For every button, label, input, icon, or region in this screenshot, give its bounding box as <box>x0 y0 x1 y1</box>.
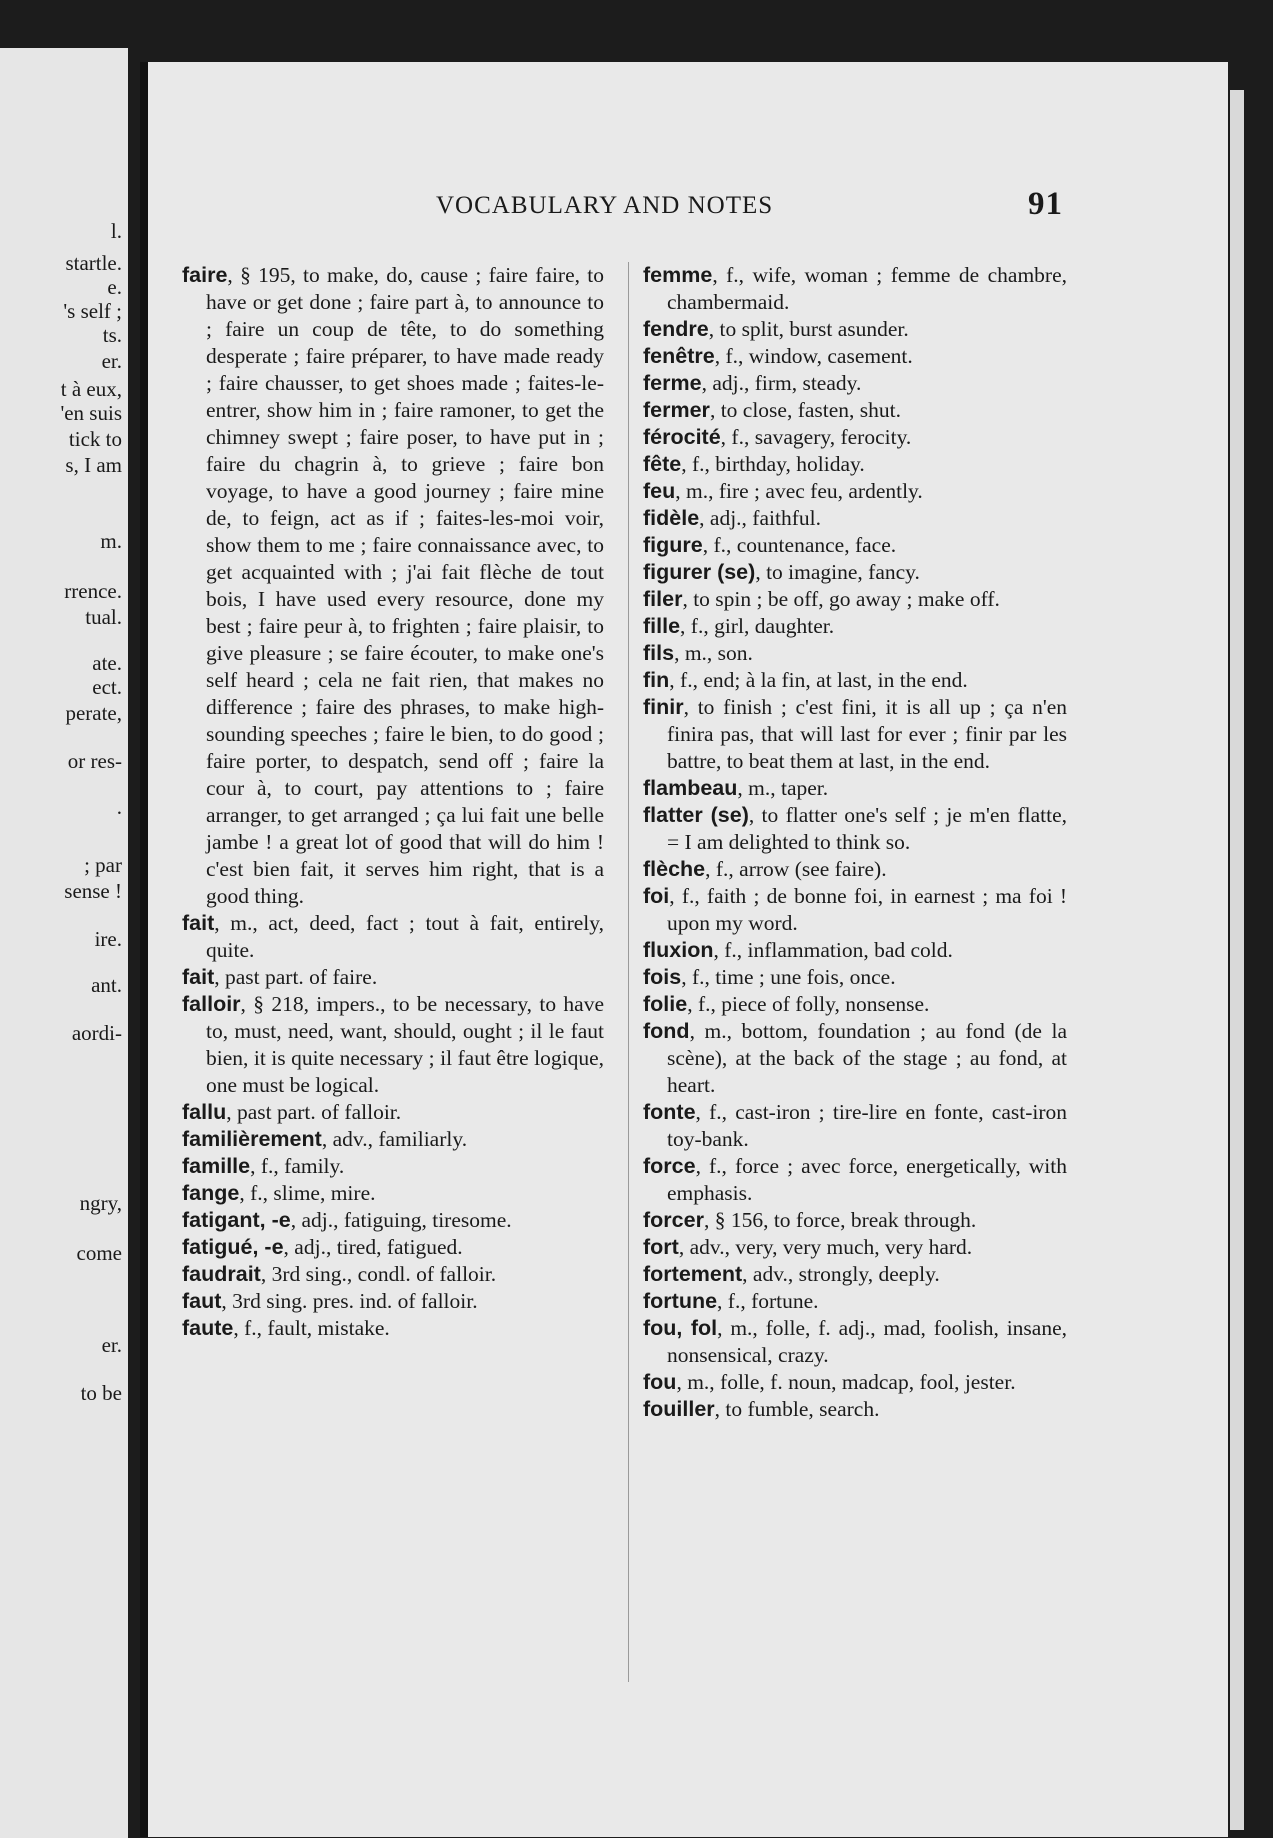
definition: , f., end; à la fin, at last, in the end. <box>669 668 968 692</box>
sliver-line: rrence. <box>64 579 122 603</box>
definition: , adv., very, very much, very hard. <box>678 1235 973 1259</box>
definition: , 3rd sing., condl. of falloir. <box>260 1262 497 1286</box>
definition: , f., savagery, ferocity. <box>720 425 912 449</box>
dictionary-entry <box>643 424 1067 451</box>
sliver-line: tick to <box>68 427 122 451</box>
dictionary-entry <box>643 451 1067 478</box>
dictionary-entry <box>643 1396 1067 1423</box>
definition: , f., slime, mire. <box>239 1181 376 1205</box>
definition: , to fumble, search. <box>714 1397 880 1421</box>
definition: , to finish ; c'est fini, it is all up ; ça n'en finira pas, that will last for ever ; finir par les battre, to beat them at last, in the end. <box>667 695 1067 773</box>
definition: , f., window, casement. <box>714 344 913 368</box>
definition: , § 195, to make, do, cause ; faire faire, to have or get done ; faire part à, to announce to ; faire un coup de tête, to do something desperate ; faire préparer, to have made ready ; faire chausser, to get shoes made ; faites-le-entrer, show him in ; faire ramoner, to get the chimney swept ; faire poser, to have put in ; faire du chagrin à, to grieve ; faire bon voyage, to have a good journey ; faire mine de, to feign, act as if ; faites-les-moi voir, show them to me ; faire connaissance avec, to get acquainted with ; j'ai fait flèche de tout bois, I have used every resource, done my best ; faire peur à, to frighten ; faire plaisir, to give pleasure ; se faire écouter, to make one's self heard ; cela ne fait rien, that makes no difference ; faire des phrases, to make high-sounding speeches ; faire le bien, to do good ; faire porter, to despatch, send off ; faire la cour à, to court, pay attentions to ; faire arranger, to get arranged ; ça lui fait une belle jambe ! a great lot of good that will do him ! c'est bien fait, it serves him right, that is a good thing. <box>206 263 604 908</box>
headword: fendre <box>643 317 709 341</box>
dictionary-entry <box>182 1153 604 1180</box>
definition: , m., folle, f. noun, madcap, fool, jester. <box>676 1370 1016 1394</box>
definition: , f., arrow (see faire). <box>705 857 887 881</box>
headword: folie <box>643 992 688 1016</box>
sliver-line: ire. <box>94 927 122 951</box>
sliver-line: ; par <box>84 853 122 877</box>
sliver-line: tual. <box>85 605 122 629</box>
headword: fond <box>643 1019 690 1043</box>
dictionary-entry <box>182 1315 604 1342</box>
sliver-line: . <box>116 795 122 819</box>
dictionary-entry <box>643 991 1067 1018</box>
headword: fait <box>182 911 215 935</box>
definition: , f., cast-iron ; tire-lire en fonte, cast-iron toy-bank. <box>667 1100 1067 1151</box>
headword: fatigant, -e <box>182 1208 291 1232</box>
headword: fortune <box>643 1289 718 1313</box>
dictionary-entry <box>643 856 1067 883</box>
headword: fallu <box>182 1100 227 1124</box>
definition: , adv., familiarly. <box>321 1127 468 1151</box>
dictionary-entry <box>643 505 1067 532</box>
dictionary-entry <box>182 991 604 1099</box>
definition: , past part. of faire. <box>214 965 378 989</box>
dictionary-entry <box>643 532 1067 559</box>
headword: fou, fol <box>643 1316 718 1340</box>
sliver-line: or res- <box>67 749 122 773</box>
dictionary-entry <box>182 1207 604 1234</box>
dictionary-entry <box>643 1099 1067 1153</box>
definition: , adv., strongly, deeply. <box>742 1262 940 1286</box>
dictionary-entry <box>643 1261 1067 1288</box>
sliver-line: aordi- <box>71 1021 122 1045</box>
headword: force <box>643 1154 696 1178</box>
definition: , to spin ; be off, go away ; make off. <box>682 587 1000 611</box>
dictionary-entry <box>182 1126 604 1153</box>
definition: , f., wife, woman ; femme de chambre, chambermaid. <box>667 263 1067 314</box>
sliver-line: ts. <box>102 323 122 347</box>
dictionary-entry <box>182 1288 604 1315</box>
dictionary-entry <box>643 640 1067 667</box>
running-title: VOCABULARY AND NOTES <box>436 192 774 219</box>
sliver-line: 's self ; <box>63 299 122 323</box>
dictionary-entry <box>182 964 604 991</box>
definition: , f., fault, mistake. <box>233 1316 390 1340</box>
headword: famille <box>182 1154 251 1178</box>
dictionary-entry <box>643 1018 1067 1099</box>
headword: ferme <box>643 371 702 395</box>
dictionary-entry <box>643 775 1067 802</box>
dictionary-entry <box>643 694 1067 775</box>
page-edge <box>1230 90 1244 1830</box>
headword: figurer (se) <box>643 560 756 584</box>
definition: , adj., tired, fatigued. <box>283 1235 463 1259</box>
headword: férocité <box>643 425 721 449</box>
headword: flèche <box>643 857 706 881</box>
definition: , f., countenance, face. <box>702 533 897 557</box>
headword: flambeau <box>643 776 738 800</box>
headword: fils <box>643 641 675 665</box>
dictionary-entry <box>643 343 1067 370</box>
sliver-line: er. <box>101 1333 122 1357</box>
dictionary-entry <box>643 316 1067 343</box>
headword: faut <box>182 1289 222 1313</box>
definition: , f., inflammation, bad cold. <box>713 938 953 962</box>
definition: , f., force ; avec force, energetically, with emphasis. <box>667 1154 1067 1205</box>
sliver-line: come <box>76 1241 122 1265</box>
headword: forcer <box>643 1208 704 1232</box>
headword: feu <box>643 479 676 503</box>
dictionary-entry <box>182 1180 604 1207</box>
definition: , m., bottom, foundation ; au fond (de la scène), at the back of the stage ; au fond, at heart. <box>667 1019 1067 1097</box>
headword: fluxion <box>643 938 714 962</box>
definition: , f., girl, daughter. <box>680 614 835 638</box>
sliver-line: l. <box>110 219 122 243</box>
sliver-line: to be <box>80 1381 122 1405</box>
definition: , m., fire ; avec feu, ardently. <box>675 479 923 503</box>
headword: faute <box>182 1316 234 1340</box>
dictionary-entry <box>182 1261 604 1288</box>
dictionary-entry <box>643 262 1067 316</box>
sliver-line: ngry, <box>79 1191 122 1215</box>
definition: , to flatter one's self ; je m'en flatte, = I am delighted to think so. <box>667 803 1067 854</box>
previous-page-sliver <box>0 48 128 1838</box>
definition: , adj., faithful. <box>699 506 821 530</box>
dictionary-entry <box>643 802 1067 856</box>
definition: , m., son. <box>674 641 753 665</box>
definition: , f., piece of folly, nonsense. <box>687 992 930 1016</box>
sliver-line: sense ! <box>64 879 122 903</box>
dictionary-entry <box>643 397 1067 424</box>
definition: , f., family. <box>250 1154 345 1178</box>
definition: , adj., firm, steady. <box>701 371 862 395</box>
headword: fou <box>643 1370 677 1394</box>
definition: , f., time ; une fois, once. <box>681 965 896 989</box>
definition: , to close, fasten, shut. <box>709 398 902 422</box>
dictionary-entry <box>643 1369 1067 1396</box>
column-divider <box>628 262 629 1682</box>
headword: fidèle <box>643 506 700 530</box>
definition: , 3rd sing. pres. ind. of falloir. <box>221 1289 478 1313</box>
dictionary-entry <box>182 1234 604 1261</box>
sliver-line: 'en suis <box>60 401 122 425</box>
headword: fenêtre <box>643 344 715 368</box>
definition: , adj., fatiguing, tiresome. <box>290 1208 512 1232</box>
definition: , § 218, impers., to be necessary, to have to, must, need, want, should, ought ; il le faut bien, it is quite necessary ; il faut être logique, one must be logical. <box>206 992 604 1097</box>
headword: fatigué, -e <box>182 1235 284 1259</box>
sliver-line: ect. <box>92 675 122 699</box>
headword: familièrement <box>182 1127 322 1151</box>
headword: fange <box>182 1181 240 1205</box>
headword: falloir <box>182 992 241 1016</box>
sliver-line: s, I am <box>65 453 122 477</box>
definition: , m., act, deed, fact ; tout à fait, entirely, quite. <box>206 911 604 962</box>
dictionary-entry <box>643 613 1067 640</box>
headword: foi <box>643 884 670 908</box>
definition: , f., fortune. <box>717 1289 819 1313</box>
definition: , f., birthday, holiday. <box>681 452 865 476</box>
headword: fois <box>643 965 682 989</box>
sliver-line: er. <box>101 349 122 373</box>
left-column <box>182 262 604 1342</box>
dictionary-entry <box>643 667 1067 694</box>
dictionary-entry <box>643 1234 1067 1261</box>
dictionary-entry <box>643 1288 1067 1315</box>
headword: femme <box>643 263 713 287</box>
dictionary-entry <box>643 1315 1067 1369</box>
dictionary-entry <box>643 478 1067 505</box>
headword: fille <box>643 614 681 638</box>
page-number: 91 <box>1028 186 1063 222</box>
headword: finir <box>643 695 684 719</box>
definition: , m., taper. <box>737 776 829 800</box>
sliver-line: ate. <box>92 651 122 675</box>
dictionary-entry <box>643 586 1067 613</box>
definition: , past part. of falloir. <box>226 1100 402 1124</box>
definition: , m., folle, f. adj., mad, foolish, insane, nonsensical, crazy. <box>667 1316 1067 1367</box>
dictionary-entry <box>182 910 604 964</box>
dictionary-entry <box>643 883 1067 937</box>
headword: fortement <box>643 1262 743 1286</box>
dictionary-entry <box>182 1099 604 1126</box>
dictionary-entry <box>643 937 1067 964</box>
headword: filer <box>643 587 683 611</box>
headword: fort <box>643 1235 679 1259</box>
headword: fouiller <box>643 1397 715 1421</box>
headword: fin <box>643 668 670 692</box>
headword: flatter (se) <box>643 803 749 827</box>
dictionary-entry <box>182 262 604 910</box>
definition: , f., faith ; de bonne foi, in earnest ; ma foi ! upon my word. <box>667 884 1067 935</box>
dictionary-entry <box>643 1207 1067 1234</box>
headword: fête <box>643 452 682 476</box>
sliver-line: t à eux, <box>60 377 122 401</box>
definition: , to imagine, fancy. <box>755 560 920 584</box>
headword: faudrait <box>182 1262 261 1286</box>
sliver-line: ant. <box>91 973 122 997</box>
sliver-line: e. <box>107 275 122 299</box>
headword: fait <box>182 965 215 989</box>
sliver-line: m. <box>100 529 122 553</box>
headword: faire <box>182 263 228 287</box>
dictionary-entry <box>643 370 1067 397</box>
headword: fermer <box>643 398 710 422</box>
sliver-line: perate, <box>65 701 122 725</box>
headword: fonte <box>643 1100 696 1124</box>
definition: , § 156, to force, break through. <box>703 1208 977 1232</box>
sliver-line: startle. <box>65 251 122 275</box>
definition: , to split, burst asunder. <box>708 317 909 341</box>
dictionary-entry <box>643 559 1067 586</box>
right-column <box>643 262 1067 1423</box>
dictionary-entry <box>643 964 1067 991</box>
dictionary-entry <box>643 1153 1067 1207</box>
headword: figure <box>643 533 703 557</box>
